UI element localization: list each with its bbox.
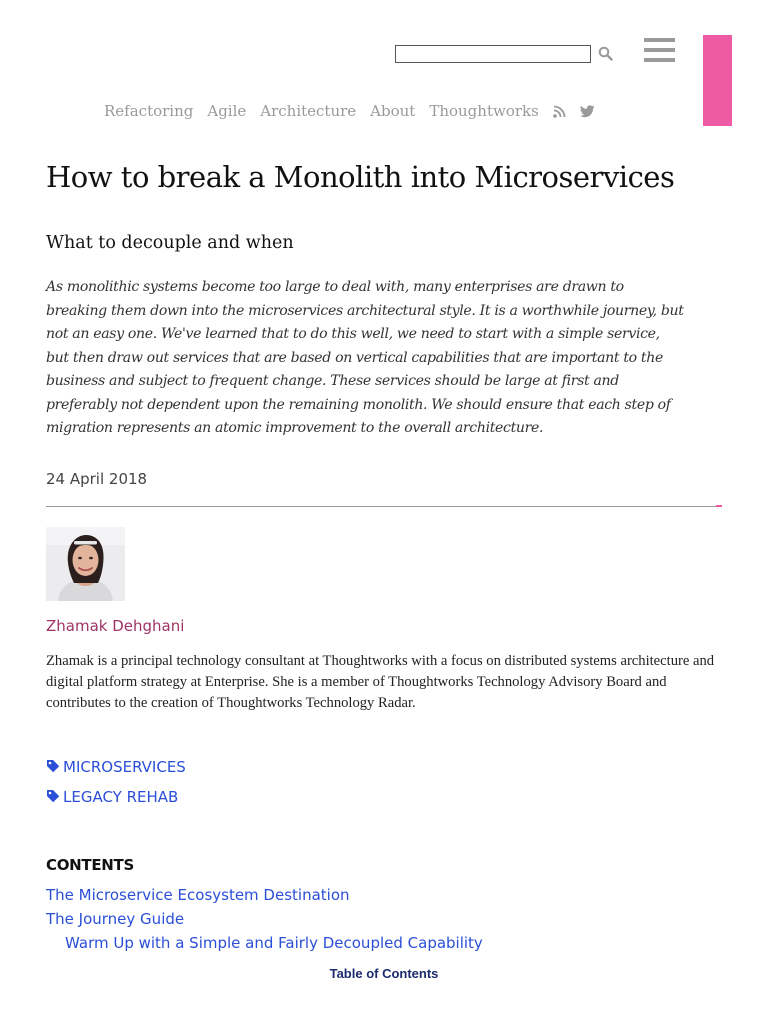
menu-icon[interactable] <box>644 38 675 64</box>
search-icon[interactable] <box>598 46 613 61</box>
search-input[interactable] <box>395 45 591 63</box>
nav-link-refactoring[interactable]: Refactoring <box>104 102 194 120</box>
page-title: How to break a Monolith into Microservices <box>46 160 675 194</box>
table-of-contents-toggle[interactable]: Table of Contents <box>329 966 439 981</box>
top-navigation <box>104 102 609 122</box>
divider <box>46 506 722 507</box>
tag-legacy-rehab[interactable] <box>46 788 178 807</box>
nav-link-architecture[interactable]: Architecture <box>260 102 357 120</box>
tag-label: MICROSERVICES <box>63 758 186 776</box>
nav-link-agile[interactable]: Agile <box>207 102 247 120</box>
author-bio: Zhamak is a principal technology consultant at Thoughtworks with a focus on distributed systems architecture and digital platform strategy at Enterprise. She is a member of Thoughtworks Technology Advisory Board and contributes to the creation of Thoughtworks Technology Radar. <box>46 653 715 711</box>
rss-icon[interactable] <box>553 104 566 122</box>
toc-link-journey-guide[interactable]: The Journey Guide <box>46 910 185 928</box>
tag-microservices[interactable] <box>46 758 186 777</box>
article-abstract: As monolithic systems become too large to deal with, many enterprises are drawn to breaking them down into the microservices architectural style. It is a worthwhile journey, but not an easy one. We've learned that to do this well, we need to start with a simple service, but then draw out services that are based on vertical capabilities that are important to the business and subject to frequent change. These services should be large at first and preferably not dependent upon the remaining monolith. We should ensure that each step of migration represents an atomic improvement to the overall architecture. <box>46 279 684 436</box>
toc-link-warm-up[interactable]: Warm Up with a Simple and Fairly Decoupled Capability <box>65 934 483 952</box>
page-subtitle: What to decouple and when <box>46 233 294 253</box>
twitter-icon[interactable] <box>580 104 595 122</box>
nav-link-about[interactable]: About <box>370 102 416 120</box>
contents-heading: CONTENTS <box>46 856 134 874</box>
site-logo-tab[interactable] <box>703 35 732 126</box>
tag-icon <box>46 759 60 777</box>
nav-link-thoughtworks[interactable]: Thoughtworks <box>429 102 539 120</box>
divider-accent <box>716 505 722 507</box>
tag-label: LEGACY REHAB <box>63 788 179 806</box>
toc-link-ecosystem-destination[interactable]: The Microservice Ecosystem Destination <box>46 886 350 904</box>
author-avatar[interactable] <box>46 527 125 601</box>
author-name-link[interactable]: Zhamak Dehghani <box>46 617 185 635</box>
tag-icon <box>46 789 60 807</box>
publish-date: 24 April 2018 <box>46 470 148 488</box>
